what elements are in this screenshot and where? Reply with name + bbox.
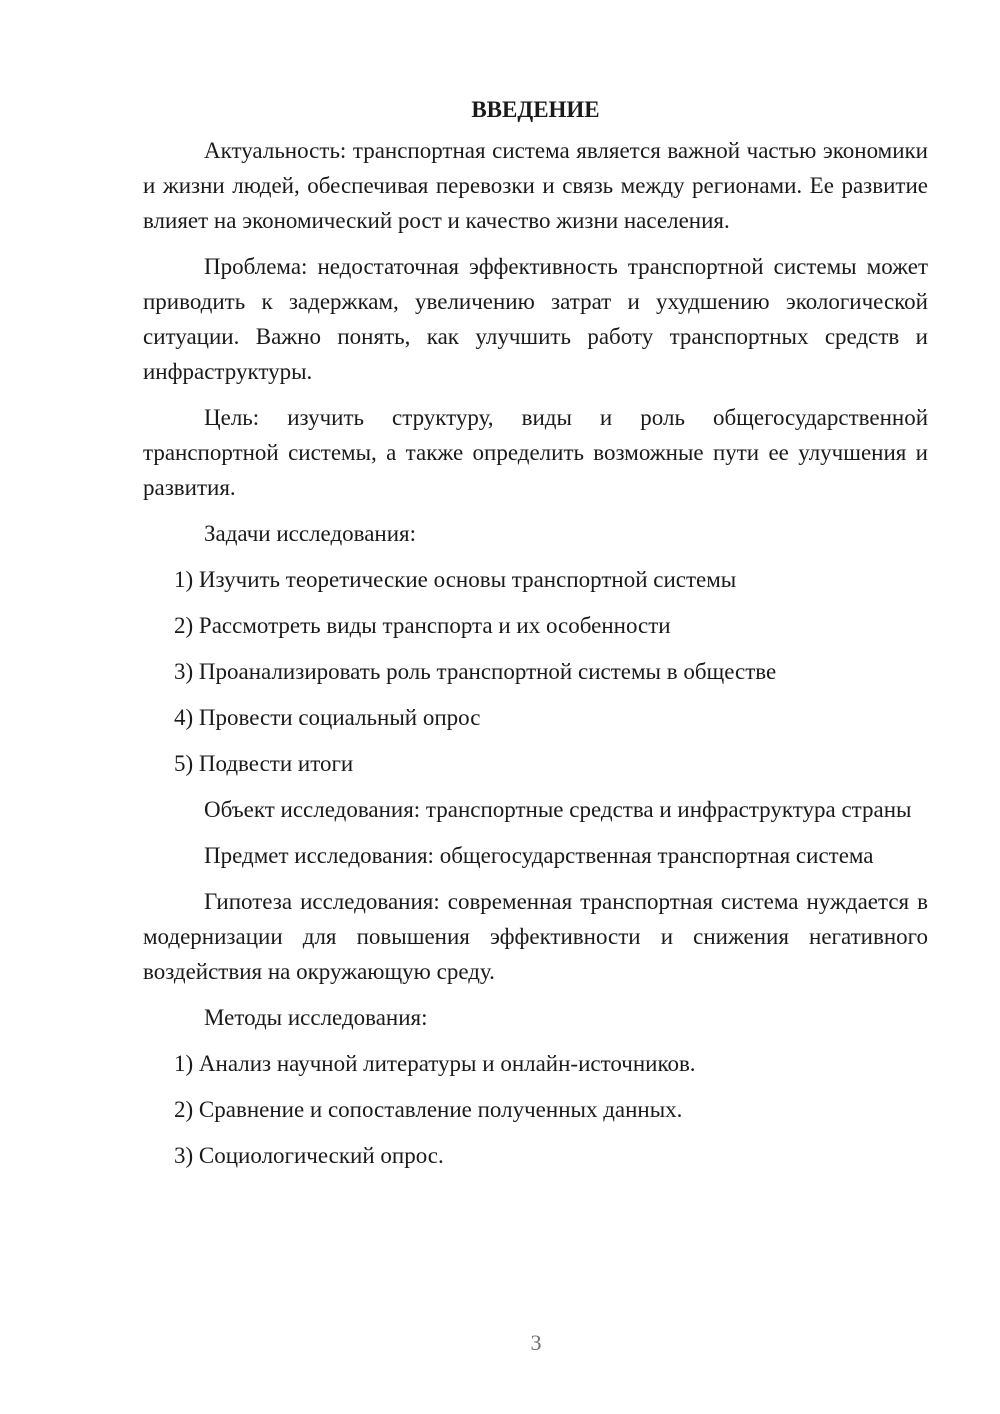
goal-paragraph: Цель: изучить структуру, виды и роль общегосударственной транспортной системы, а также определить возможные пути ее улучшения и развития. (143, 405, 928, 500)
object-paragraph: Объект исследования: транспортные средства и инфраструктура страны (204, 797, 912, 822)
list-item: 3) Социологический опрос. (174, 1143, 444, 1168)
hypothesis-paragraph: Гипотеза исследования: современная транспортная система нуждается в модернизации для повышения эффективности и снижения негативного воздействия на окружающую среду. (143, 889, 928, 984)
list-item: 5) Подвести итоги (174, 751, 354, 776)
tasks-list (143, 562, 928, 781)
list-item: 1) Изучить теоретические основы транспортной системы (174, 567, 737, 592)
relevance-paragraph: Актуальность: транспортная система является важной частью экономики и жизни людей, обеспечивая перевозки и связь между регионами. Ее развитие влияет на экономический рост и качество жизни населения. (143, 138, 928, 233)
methods-list (143, 1046, 928, 1173)
page-title: ВВЕДЕНИЕ (471, 97, 600, 122)
list-item: 3) Проанализировать роль транспортной системы в обществе (174, 659, 777, 684)
document-page (143, 92, 928, 1184)
list-item: 2) Рассмотреть виды транспорта и их особенности (174, 613, 671, 638)
page-number: 3 (530, 1330, 542, 1355)
subject-paragraph: Предмет исследования: общегосударственная транспортная система (204, 843, 874, 868)
problem-paragraph: Проблема: недостаточная эффективность транспортной системы может приводить к задержкам, увеличению затрат и ухудшению экологической ситуации. Важно понять, как улучшить работу транспортных средств и инфраструктуры. (143, 254, 928, 384)
list-item: 2) Сравнение и сопоставление полученных данных. (174, 1097, 683, 1122)
tasks-title: Задачи исследования: (204, 521, 417, 546)
list-item: 1) Анализ научной литературы и онлайн-источников. (174, 1051, 696, 1076)
list-item: 4) Провести социальный опрос (174, 705, 481, 730)
methods-title: Методы исследования: (204, 1005, 428, 1030)
